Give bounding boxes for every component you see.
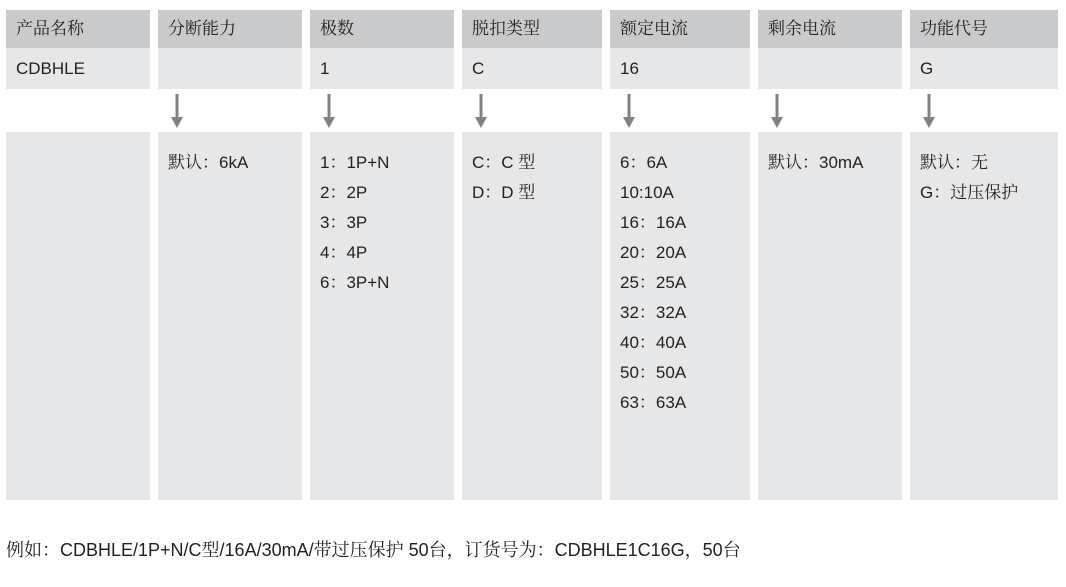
option-item: 10:10A — [620, 183, 674, 202]
column-connector-area — [310, 89, 454, 132]
option-item: 16：16A — [620, 213, 687, 232]
column-example-value — [758, 48, 902, 89]
code-column — [910, 10, 1058, 500]
option-item: 3：3P — [320, 213, 368, 232]
option-item: 默认：无 — [920, 153, 988, 172]
example-note: 例如：CDBHLE/1P+N/C型/16A/30mA/带过压保护 50台，订货号为：CDBHLE1C16G，50台 — [6, 540, 741, 560]
column-options-list — [610, 132, 750, 500]
column-options-list — [910, 132, 1058, 500]
code-column — [158, 10, 302, 500]
option-item: 6：6A — [620, 153, 668, 172]
column-header: 极数 — [310, 10, 454, 48]
option-item: G：过压保护 — [920, 183, 1019, 202]
column-header: 功能代号 — [910, 10, 1058, 48]
code-column — [462, 10, 602, 500]
option-item: 默认：30mA — [768, 153, 864, 172]
column-header: 脱扣类型 — [462, 10, 602, 48]
option-item: D：D 型 — [472, 183, 536, 202]
option-item: 1：1P+N — [320, 153, 390, 172]
down-arrow-icon — [171, 94, 183, 128]
column-connector-area — [758, 89, 902, 132]
column-options-list — [6, 132, 150, 500]
option-item: 20：20A — [620, 243, 687, 262]
code-column — [6, 10, 150, 500]
option-item: 40：40A — [620, 333, 687, 352]
column-connector-area — [910, 89, 1058, 132]
column-options-list — [158, 132, 302, 500]
down-arrow-icon — [771, 94, 783, 128]
column-header: 额定电流 — [610, 10, 750, 48]
down-arrow-icon — [923, 94, 935, 128]
code-column — [310, 10, 454, 500]
down-arrow-icon — [323, 94, 335, 128]
option-item: 50：50A — [620, 363, 687, 382]
column-connector-area — [158, 89, 302, 132]
column-connector-area — [462, 89, 602, 132]
option-item: 默认：6kA — [168, 153, 249, 172]
column-connector-area — [6, 89, 150, 132]
column-header: 产品名称 — [6, 10, 150, 48]
option-item: 32：32A — [620, 303, 687, 322]
code-column — [610, 10, 750, 500]
column-example-value — [158, 48, 302, 89]
option-item: C：C 型 — [472, 153, 536, 172]
code-column — [758, 10, 902, 500]
column-example-value: CDBHLE — [6, 48, 150, 89]
down-arrow-icon — [623, 94, 635, 128]
column-header: 剩余电流 — [758, 10, 902, 48]
option-item: 25：25A — [620, 273, 687, 292]
column-header: 分断能力 — [158, 10, 302, 48]
option-item: 6：3P+N — [320, 273, 390, 292]
down-arrow-icon — [475, 94, 487, 128]
column-example-value: 16 — [610, 48, 750, 89]
column-connector-area — [610, 89, 750, 132]
option-item: 63：63A — [620, 393, 687, 412]
column-example-value: 1 — [310, 48, 454, 89]
column-example-value: G — [910, 48, 1058, 89]
option-item: 4：4P — [320, 243, 368, 262]
column-example-value: C — [462, 48, 602, 89]
column-options-list — [310, 132, 454, 500]
column-options-list — [758, 132, 902, 500]
column-options-list — [462, 132, 602, 500]
option-item: 2：2P — [320, 183, 368, 202]
